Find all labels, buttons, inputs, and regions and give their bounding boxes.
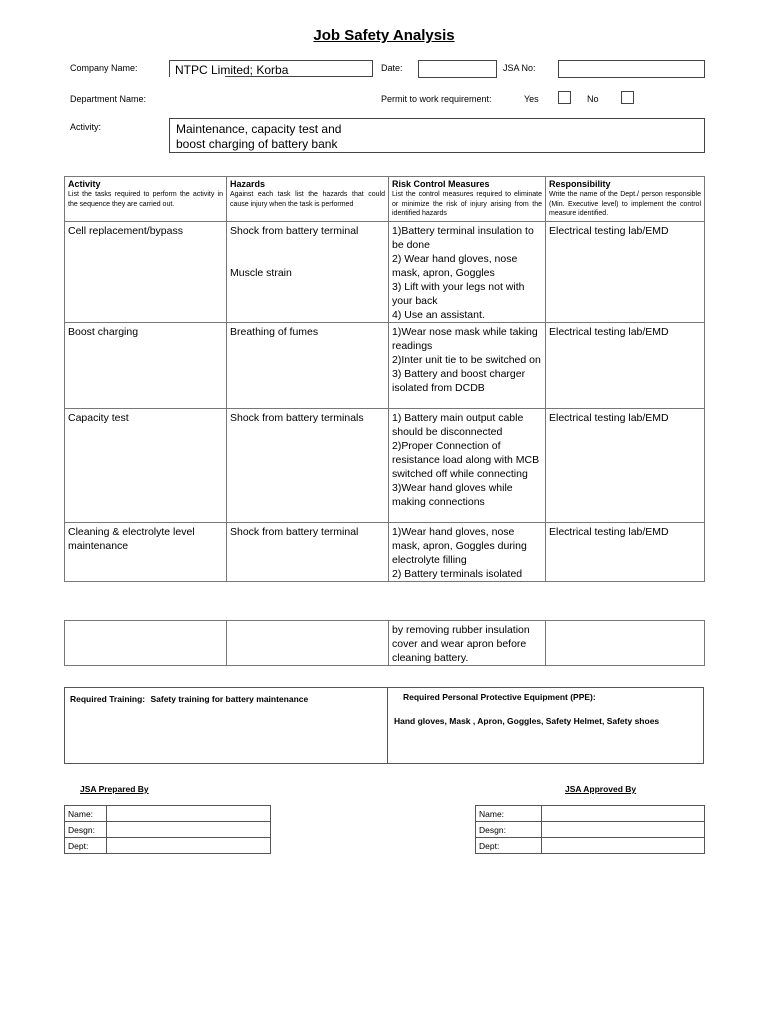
row-hazards: Shock from battery terminals	[227, 409, 389, 523]
approved-name-label: Name:	[476, 806, 542, 822]
table-header-row	[65, 177, 705, 222]
header-activity-title: Activity	[68, 179, 101, 189]
required-ppe-value: Hand gloves, Mask , Apron, Goggles, Safety Helmet, Safety shoes	[394, 716, 660, 726]
training-ppe-box	[64, 687, 704, 764]
jsa-no-field[interactable]	[558, 60, 705, 78]
row-hazards	[227, 621, 389, 666]
approved-by-table	[475, 805, 705, 854]
row-hazards: Breathing of fumes	[227, 323, 389, 409]
row-controls: 1) Battery main output cable should be disconnected 2)Proper Connection of resistance load along with MCB switched off while connecting 3)Wear hand gloves while making connections	[389, 409, 546, 523]
department-name-label: Department Name:	[70, 94, 147, 104]
header-activity	[65, 177, 227, 222]
prepared-desgn-label: Desgn:	[65, 822, 107, 838]
row-activity	[65, 621, 227, 666]
permit-no-checkbox[interactable]	[621, 91, 634, 104]
required-training-value: Safety training for battery maintenance	[150, 694, 309, 704]
header-controls	[389, 177, 546, 222]
permit-yes-label: Yes	[524, 94, 539, 104]
header-controls-desc: List the control measures required to eliminate or minimize the risk of injury arising from the identified hazards	[392, 191, 542, 217]
row-responsibility: Electrical testing lab/EMD	[546, 222, 705, 323]
approved-name-field[interactable]	[542, 806, 705, 822]
header-controls-title: Risk Control Measures	[392, 179, 490, 189]
permit-no-label: No	[587, 94, 599, 104]
permit-label: Permit to work requirement:	[381, 94, 492, 104]
activity-line-2: boost charging of battery bank	[176, 137, 338, 151]
row-controls: by removing rubber insulation cover and wear apron before cleaning battery.	[389, 621, 546, 666]
header-responsibility	[546, 177, 705, 222]
page-title: Job Safety Analysis	[313, 27, 455, 44]
jsa-no-label: JSA No:	[503, 63, 536, 73]
jsa-table	[64, 176, 705, 582]
required-training-label: Required Training:	[70, 694, 146, 704]
row-hazards: Shock from battery terminal Muscle strain	[227, 222, 389, 323]
company-name-value: NTPC Limited; Korba	[175, 63, 289, 77]
jsa-approved-by-title: JSA Approved By	[565, 784, 637, 794]
prepared-name-label: Name:	[65, 806, 107, 822]
row-responsibility: Electrical testing lab/EMD	[546, 323, 705, 409]
required-training	[70, 694, 308, 704]
company-name-field[interactable]	[169, 60, 373, 77]
activity-field[interactable]	[169, 118, 705, 153]
row-responsibility: Electrical testing lab/EMD	[546, 409, 705, 523]
approved-desgn-label: Desgn:	[476, 822, 542, 838]
approved-dept-field[interactable]	[542, 838, 705, 854]
header-activity-desc: List the tasks required to perform the activity in the sequence they are carried out.	[68, 191, 223, 208]
header-hazards-title: Hazards	[230, 179, 266, 189]
table-row	[65, 323, 705, 409]
date-label: Date:	[381, 63, 403, 73]
row-hazards: Shock from battery terminal	[227, 523, 389, 582]
row-controls: 1)Wear hand gloves, nose mask, apron, Goggles during electrolyte filling 2) Battery terminals isolated	[389, 523, 546, 582]
approved-desgn-field[interactable]	[542, 822, 705, 838]
row-activity: Cleaning & electrolyte level maintenance	[65, 523, 227, 582]
activity-label: Activity:	[70, 122, 102, 132]
header-hazards	[227, 177, 389, 222]
prepared-desgn-field[interactable]	[107, 822, 271, 838]
table-row	[65, 409, 705, 523]
table-row	[65, 523, 705, 582]
approved-dept-label: Dept:	[476, 838, 542, 854]
row-activity: Capacity test	[65, 409, 227, 523]
permit-yes-checkbox[interactable]	[558, 91, 571, 104]
company-name-label: Company Name:	[70, 63, 138, 73]
jsa-prepared-by-title: JSA Prepared By	[80, 784, 149, 794]
header-responsibility-desc: Write the name of the Dept./ person responsible (Min. Executive level) to implement the control measure identified.	[549, 191, 701, 217]
row-controls: 1)Battery terminal insulation to be done 2) Wear hand gloves, nose mask, apron, Goggles 3) Lift with your legs not with your back 4) Use an assistant.	[389, 222, 546, 323]
table-row	[65, 222, 705, 323]
row-activity: Cell replacement/bypass	[65, 222, 227, 323]
row-responsibility: Electrical testing lab/EMD	[546, 523, 705, 582]
row-controls: 1)Wear nose mask while taking readings 2)Inter unit tie to be switched on 3) Battery and boost charger isolated from DCDB	[389, 323, 546, 409]
prepared-dept-field[interactable]	[107, 838, 271, 854]
date-field[interactable]	[418, 60, 497, 78]
prepared-dept-label: Dept:	[65, 838, 107, 854]
prepared-name-field[interactable]	[107, 806, 271, 822]
required-ppe-label: Required Personal Protective Equipment (PPE):	[403, 692, 596, 702]
header-hazards-desc: Against each task list the hazards that could cause injury when the task is performed	[230, 191, 385, 208]
jsa-continuation-table	[64, 620, 705, 666]
row-activity: Boost charging	[65, 323, 227, 409]
header-responsibility-title: Responsibility	[549, 179, 611, 189]
table-row	[65, 621, 705, 666]
activity-line-1: Maintenance, capacity test and	[176, 122, 342, 136]
row-responsibility	[546, 621, 705, 666]
prepared-by-table	[64, 805, 271, 854]
